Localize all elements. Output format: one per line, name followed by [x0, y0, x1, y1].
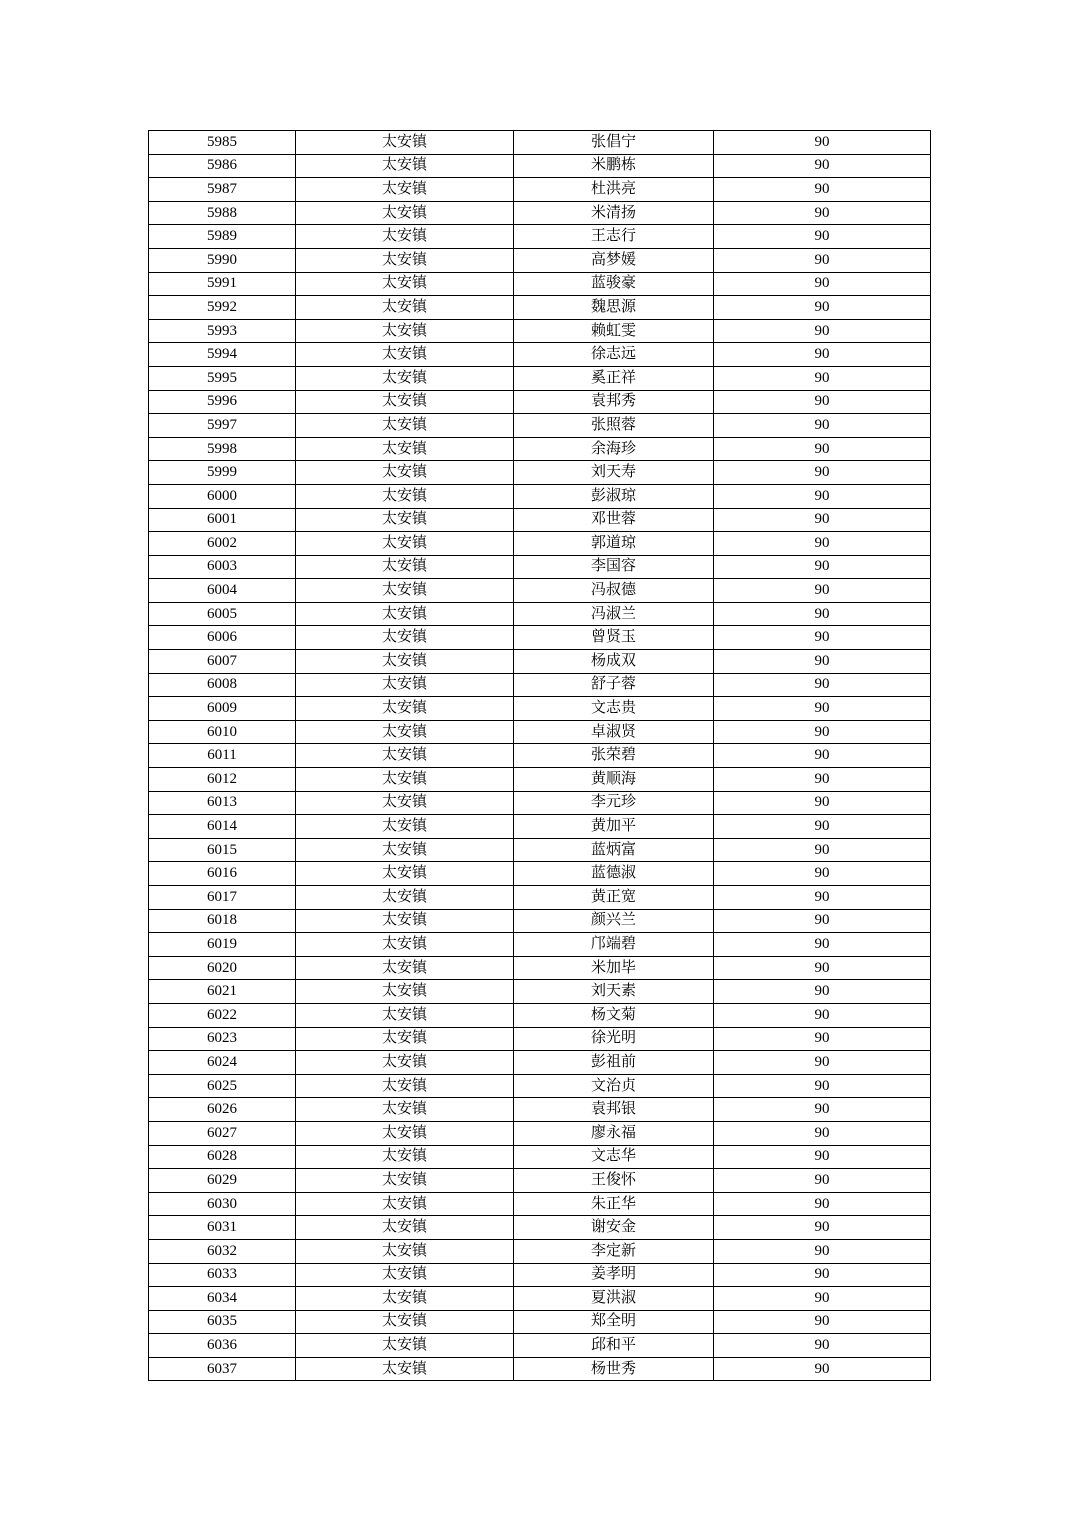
- cell-serial-number: 6029: [149, 1169, 296, 1193]
- cell-name: 杨世秀: [514, 1357, 714, 1381]
- cell-serial-number: 6035: [149, 1310, 296, 1334]
- cell-serial-number: 6028: [149, 1145, 296, 1169]
- cell-score: 90: [714, 673, 931, 697]
- cell-town: 太安镇: [296, 437, 514, 461]
- cell-score: 90: [714, 1051, 931, 1075]
- cell-score: 90: [714, 178, 931, 202]
- cell-name: 张倡宁: [514, 131, 714, 155]
- cell-town: 太安镇: [296, 484, 514, 508]
- cell-name: 邝端碧: [514, 933, 714, 957]
- cell-name: 杨文菊: [514, 1003, 714, 1027]
- table-row: [149, 1357, 931, 1381]
- table-row: [149, 1287, 931, 1311]
- cell-score: 90: [714, 579, 931, 603]
- cell-serial-number: 6020: [149, 956, 296, 980]
- cell-serial-number: 6008: [149, 673, 296, 697]
- cell-score: 90: [714, 1287, 931, 1311]
- cell-serial-number: 6034: [149, 1287, 296, 1311]
- cell-name: 姜孝明: [514, 1263, 714, 1287]
- cell-town: 太安镇: [296, 815, 514, 839]
- cell-score: 90: [714, 1098, 931, 1122]
- cell-score: 90: [714, 437, 931, 461]
- cell-serial-number: 6013: [149, 791, 296, 815]
- cell-score: 90: [714, 1357, 931, 1381]
- table-row: [149, 296, 931, 320]
- table-row: [149, 248, 931, 272]
- cell-serial-number: 6032: [149, 1239, 296, 1263]
- cell-serial-number: 6000: [149, 484, 296, 508]
- cell-serial-number: 6002: [149, 532, 296, 556]
- cell-name: 廖永福: [514, 1121, 714, 1145]
- cell-name: 徐志远: [514, 343, 714, 367]
- table-row: [149, 437, 931, 461]
- cell-name: 彭祖前: [514, 1051, 714, 1075]
- cell-town: 太安镇: [296, 366, 514, 390]
- cell-serial-number: 6018: [149, 909, 296, 933]
- cell-score: 90: [714, 886, 931, 910]
- cell-score: 90: [714, 626, 931, 650]
- cell-score: 90: [714, 484, 931, 508]
- table-row: [149, 272, 931, 296]
- cell-name: 郑全明: [514, 1310, 714, 1334]
- cell-serial-number: 6011: [149, 744, 296, 768]
- cell-serial-number: 5998: [149, 437, 296, 461]
- table-row: [149, 343, 931, 367]
- table-row: [149, 225, 931, 249]
- cell-name: 文治贞: [514, 1074, 714, 1098]
- cell-score: 90: [714, 697, 931, 721]
- table-row: [149, 768, 931, 792]
- cell-name: 黄顺海: [514, 768, 714, 792]
- cell-town: 太安镇: [296, 555, 514, 579]
- cell-score: 90: [714, 602, 931, 626]
- cell-serial-number: 5993: [149, 319, 296, 343]
- cell-name: 余海珍: [514, 437, 714, 461]
- table-row: [149, 131, 931, 155]
- table-row: [149, 909, 931, 933]
- cell-name: 蓝德淑: [514, 862, 714, 886]
- cell-name: 李国容: [514, 555, 714, 579]
- table-row: [149, 602, 931, 626]
- cell-score: 90: [714, 1027, 931, 1051]
- cell-name: 黄正宽: [514, 886, 714, 910]
- cell-town: 太安镇: [296, 508, 514, 532]
- cell-name: 邱和平: [514, 1334, 714, 1358]
- cell-serial-number: 6014: [149, 815, 296, 839]
- table-row: [149, 791, 931, 815]
- table-row: [149, 1098, 931, 1122]
- cell-serial-number: 6026: [149, 1098, 296, 1122]
- table-row: [149, 815, 931, 839]
- cell-score: 90: [714, 414, 931, 438]
- cell-name: 颜兴兰: [514, 909, 714, 933]
- cell-serial-number: 6007: [149, 650, 296, 674]
- cell-serial-number: 6024: [149, 1051, 296, 1075]
- cell-score: 90: [714, 720, 931, 744]
- cell-serial-number: 5987: [149, 178, 296, 202]
- cell-serial-number: 5995: [149, 366, 296, 390]
- table-row: [149, 579, 931, 603]
- cell-score: 90: [714, 791, 931, 815]
- table-row: [149, 461, 931, 485]
- cell-score: 90: [714, 768, 931, 792]
- cell-score: 90: [714, 201, 931, 225]
- cell-score: 90: [714, 956, 931, 980]
- cell-name: 杨成双: [514, 650, 714, 674]
- cell-town: 太安镇: [296, 862, 514, 886]
- cell-name: 王俊怀: [514, 1169, 714, 1193]
- table-row: [149, 1310, 931, 1334]
- cell-serial-number: 6017: [149, 886, 296, 910]
- table-row: [149, 956, 931, 980]
- cell-score: 90: [714, 933, 931, 957]
- cell-name: 魏思源: [514, 296, 714, 320]
- table-row: [149, 319, 931, 343]
- cell-serial-number: 5988: [149, 201, 296, 225]
- cell-town: 太安镇: [296, 1239, 514, 1263]
- cell-name: 文志贵: [514, 697, 714, 721]
- cell-score: 90: [714, 555, 931, 579]
- cell-name: 夏洪淑: [514, 1287, 714, 1311]
- cell-score: 90: [714, 1239, 931, 1263]
- cell-town: 太安镇: [296, 1027, 514, 1051]
- cell-score: 90: [714, 1310, 931, 1334]
- cell-score: 90: [714, 1074, 931, 1098]
- table-row: [149, 1145, 931, 1169]
- cell-score: 90: [714, 343, 931, 367]
- cell-town: 太安镇: [296, 1003, 514, 1027]
- cell-town: 太安镇: [296, 201, 514, 225]
- cell-name: 冯叔德: [514, 579, 714, 603]
- cell-serial-number: 5989: [149, 225, 296, 249]
- cell-name: 米清扬: [514, 201, 714, 225]
- table-row: [149, 1263, 931, 1287]
- cell-town: 太安镇: [296, 319, 514, 343]
- cell-town: 太安镇: [296, 154, 514, 178]
- cell-town: 太安镇: [296, 1263, 514, 1287]
- table-row: [149, 862, 931, 886]
- cell-name: 邓世蓉: [514, 508, 714, 532]
- table-row: [149, 508, 931, 532]
- cell-serial-number: 5992: [149, 296, 296, 320]
- cell-score: 90: [714, 319, 931, 343]
- table-row: [149, 555, 931, 579]
- cell-town: 太安镇: [296, 1074, 514, 1098]
- cell-town: 太安镇: [296, 768, 514, 792]
- cell-score: 90: [714, 1003, 931, 1027]
- cell-town: 太安镇: [296, 909, 514, 933]
- cell-name: 杜洪亮: [514, 178, 714, 202]
- cell-serial-number: 6012: [149, 768, 296, 792]
- cell-name: 刘天素: [514, 980, 714, 1004]
- cell-town: 太安镇: [296, 956, 514, 980]
- cell-town: 太安镇: [296, 1334, 514, 1358]
- table-row: [149, 697, 931, 721]
- table-row: [149, 484, 931, 508]
- cell-serial-number: 6021: [149, 980, 296, 1004]
- cell-name: 袁邦秀: [514, 390, 714, 414]
- cell-town: 太安镇: [296, 1310, 514, 1334]
- cell-town: 太安镇: [296, 1098, 514, 1122]
- cell-town: 太安镇: [296, 744, 514, 768]
- cell-score: 90: [714, 154, 931, 178]
- table-row: [149, 178, 931, 202]
- cell-serial-number: 6036: [149, 1334, 296, 1358]
- cell-serial-number: 6022: [149, 1003, 296, 1027]
- cell-serial-number: 5994: [149, 343, 296, 367]
- table-row: [149, 838, 931, 862]
- cell-serial-number: 5996: [149, 390, 296, 414]
- cell-serial-number: 6023: [149, 1027, 296, 1051]
- cell-score: 90: [714, 862, 931, 886]
- table-row: [149, 1334, 931, 1358]
- cell-town: 太安镇: [296, 673, 514, 697]
- cell-serial-number: 6015: [149, 838, 296, 862]
- cell-score: 90: [714, 1263, 931, 1287]
- table-row: [149, 1003, 931, 1027]
- cell-serial-number: 5999: [149, 461, 296, 485]
- table-body: [149, 131, 931, 1381]
- cell-town: 太安镇: [296, 178, 514, 202]
- cell-town: 太安镇: [296, 343, 514, 367]
- cell-serial-number: 6019: [149, 933, 296, 957]
- cell-score: 90: [714, 838, 931, 862]
- cell-name: 张照蓉: [514, 414, 714, 438]
- cell-serial-number: 6016: [149, 862, 296, 886]
- cell-town: 太安镇: [296, 886, 514, 910]
- cell-serial-number: 6005: [149, 602, 296, 626]
- cell-town: 太安镇: [296, 1192, 514, 1216]
- table-row: [149, 1121, 931, 1145]
- cell-score: 90: [714, 909, 931, 933]
- cell-score: 90: [714, 390, 931, 414]
- cell-town: 太安镇: [296, 1121, 514, 1145]
- cell-serial-number: 6004: [149, 579, 296, 603]
- cell-serial-number: 6001: [149, 508, 296, 532]
- cell-serial-number: 5997: [149, 414, 296, 438]
- cell-town: 太安镇: [296, 225, 514, 249]
- cell-town: 太安镇: [296, 602, 514, 626]
- cell-town: 太安镇: [296, 272, 514, 296]
- cell-town: 太安镇: [296, 1169, 514, 1193]
- table-row: [149, 532, 931, 556]
- table-row: [149, 1216, 931, 1240]
- cell-name: 彭淑琼: [514, 484, 714, 508]
- cell-serial-number: 6010: [149, 720, 296, 744]
- cell-score: 90: [714, 366, 931, 390]
- cell-name: 郭道琼: [514, 532, 714, 556]
- table-row: [149, 673, 931, 697]
- cell-serial-number: 6025: [149, 1074, 296, 1098]
- cell-town: 太安镇: [296, 933, 514, 957]
- cell-town: 太安镇: [296, 1145, 514, 1169]
- cell-score: 90: [714, 744, 931, 768]
- cell-score: 90: [714, 272, 931, 296]
- table-row: [149, 390, 931, 414]
- cell-score: 90: [714, 1121, 931, 1145]
- cell-name: 曾贤玉: [514, 626, 714, 650]
- table-row: [149, 980, 931, 1004]
- table-row: [149, 744, 931, 768]
- table-row: [149, 933, 931, 957]
- cell-town: 太安镇: [296, 720, 514, 744]
- cell-score: 90: [714, 248, 931, 272]
- cell-score: 90: [714, 1145, 931, 1169]
- table-row: [149, 720, 931, 744]
- cell-town: 太安镇: [296, 1216, 514, 1240]
- cell-town: 太安镇: [296, 697, 514, 721]
- cell-serial-number: 5986: [149, 154, 296, 178]
- cell-name: 赖虹雯: [514, 319, 714, 343]
- cell-town: 太安镇: [296, 1051, 514, 1075]
- table-row: [149, 201, 931, 225]
- cell-score: 90: [714, 1216, 931, 1240]
- cell-town: 太安镇: [296, 390, 514, 414]
- cell-serial-number: 6006: [149, 626, 296, 650]
- cell-town: 太安镇: [296, 461, 514, 485]
- cell-name: 舒子蓉: [514, 673, 714, 697]
- cell-name: 奚正祥: [514, 366, 714, 390]
- cell-serial-number: 6037: [149, 1357, 296, 1381]
- cell-name: 高梦媛: [514, 248, 714, 272]
- cell-serial-number: 6027: [149, 1121, 296, 1145]
- cell-name: 刘天寿: [514, 461, 714, 485]
- cell-score: 90: [714, 532, 931, 556]
- table-row: [149, 1074, 931, 1098]
- cell-serial-number: 6003: [149, 555, 296, 579]
- cell-serial-number: 5985: [149, 131, 296, 155]
- data-table: [148, 130, 931, 1381]
- cell-name: 米加毕: [514, 956, 714, 980]
- table-row: [149, 414, 931, 438]
- cell-name: 蓝炳富: [514, 838, 714, 862]
- table-row: [149, 366, 931, 390]
- cell-name: 卓淑贤: [514, 720, 714, 744]
- cell-name: 米鹏栋: [514, 154, 714, 178]
- table-row: [149, 154, 931, 178]
- cell-serial-number: 5991: [149, 272, 296, 296]
- table-row: [149, 886, 931, 910]
- cell-score: 90: [714, 131, 931, 155]
- cell-score: 90: [714, 650, 931, 674]
- cell-name: 文志华: [514, 1145, 714, 1169]
- table-row: [149, 1239, 931, 1263]
- cell-serial-number: 6030: [149, 1192, 296, 1216]
- cell-score: 90: [714, 1169, 931, 1193]
- cell-name: 王志行: [514, 225, 714, 249]
- cell-name: 蓝骏豪: [514, 272, 714, 296]
- cell-name: 谢安金: [514, 1216, 714, 1240]
- cell-town: 太安镇: [296, 980, 514, 1004]
- cell-name: 冯淑兰: [514, 602, 714, 626]
- cell-score: 90: [714, 1334, 931, 1358]
- cell-town: 太安镇: [296, 532, 514, 556]
- cell-name: 袁邦银: [514, 1098, 714, 1122]
- cell-name: 黄加平: [514, 815, 714, 839]
- cell-serial-number: 6031: [149, 1216, 296, 1240]
- cell-town: 太安镇: [296, 791, 514, 815]
- table-row: [149, 1192, 931, 1216]
- cell-serial-number: 6033: [149, 1263, 296, 1287]
- cell-score: 90: [714, 815, 931, 839]
- cell-town: 太安镇: [296, 1287, 514, 1311]
- cell-name: 徐光明: [514, 1027, 714, 1051]
- cell-name: 李元珍: [514, 791, 714, 815]
- cell-town: 太安镇: [296, 248, 514, 272]
- table-row: [149, 626, 931, 650]
- cell-name: 李定新: [514, 1239, 714, 1263]
- cell-name: 朱正华: [514, 1192, 714, 1216]
- cell-town: 太安镇: [296, 131, 514, 155]
- cell-town: 太安镇: [296, 626, 514, 650]
- cell-score: 90: [714, 225, 931, 249]
- cell-score: 90: [714, 508, 931, 532]
- cell-score: 90: [714, 461, 931, 485]
- table-row: [149, 1027, 931, 1051]
- cell-town: 太安镇: [296, 1357, 514, 1381]
- cell-score: 90: [714, 980, 931, 1004]
- table-row: [149, 650, 931, 674]
- cell-name: 张荣碧: [514, 744, 714, 768]
- cell-serial-number: 5990: [149, 248, 296, 272]
- cell-town: 太安镇: [296, 579, 514, 603]
- cell-score: 90: [714, 296, 931, 320]
- cell-serial-number: 6009: [149, 697, 296, 721]
- table-row: [149, 1051, 931, 1075]
- cell-score: 90: [714, 1192, 931, 1216]
- cell-town: 太安镇: [296, 414, 514, 438]
- table-row: [149, 1169, 931, 1193]
- cell-town: 太安镇: [296, 650, 514, 674]
- cell-town: 太安镇: [296, 838, 514, 862]
- cell-town: 太安镇: [296, 296, 514, 320]
